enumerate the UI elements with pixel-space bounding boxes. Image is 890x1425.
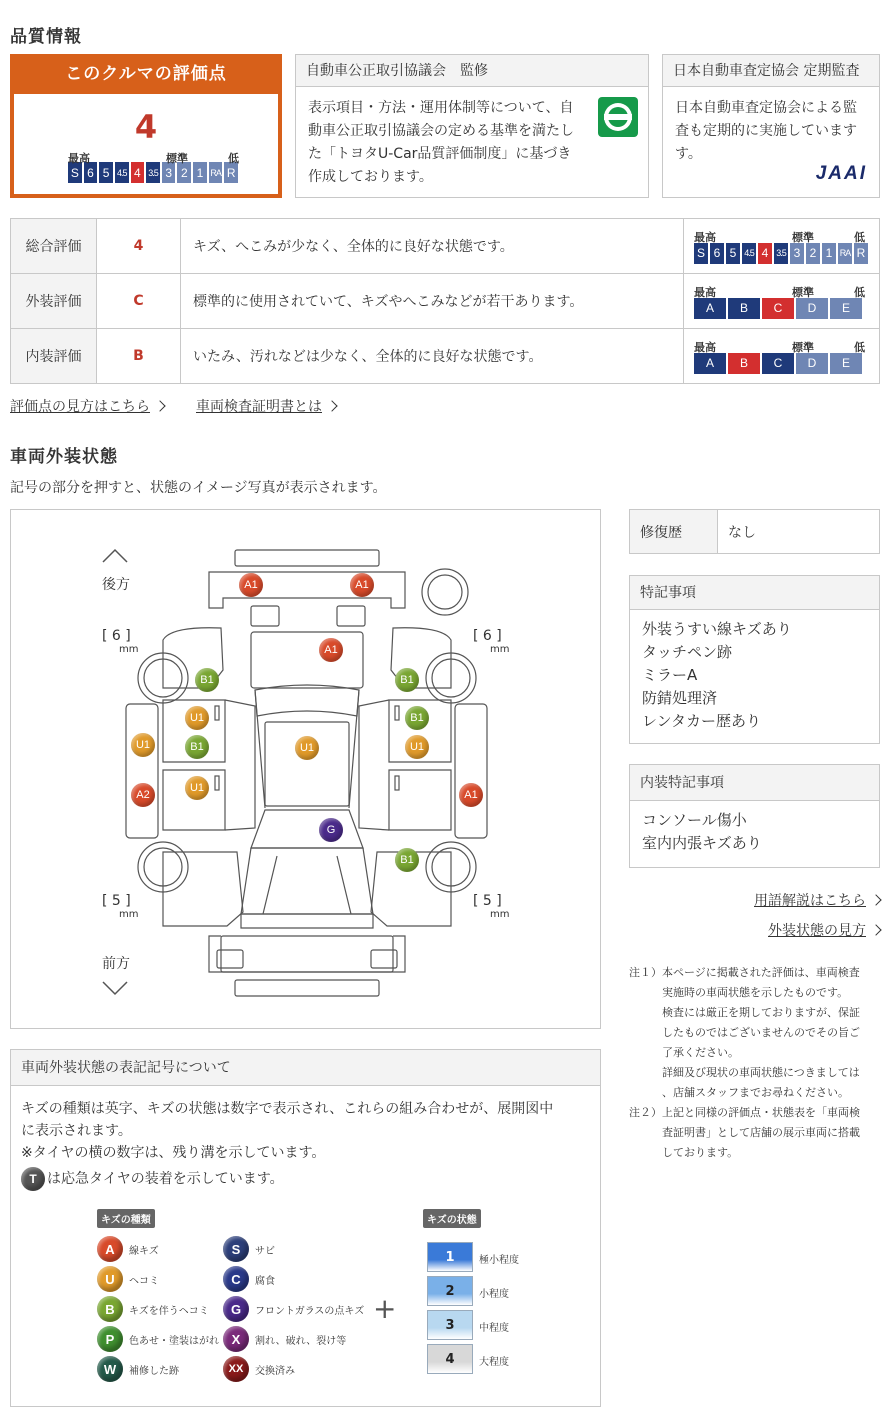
- damage-badge-u1[interactable]: U1: [131, 733, 155, 757]
- damage-kind-icon: XX: [223, 1356, 249, 1382]
- damage-badge-u1[interactable]: U1: [185, 776, 209, 800]
- damage-kind-item: [97, 1326, 219, 1352]
- repair-value: なし: [718, 510, 880, 554]
- chevron-right-icon: [326, 400, 337, 411]
- evaluation-scale: [684, 219, 880, 274]
- damage-level-label: 小程度: [479, 1289, 509, 1300]
- scale-low-label: 低: [854, 230, 865, 244]
- damage-kind-icon: C: [223, 1266, 249, 1292]
- damage-kind-item: [97, 1236, 159, 1262]
- exterior-title: 車両外装状態: [10, 447, 118, 467]
- damage-kind-icon: W: [97, 1356, 123, 1382]
- panel1-title: 自動車公正取引協議会 監修: [296, 55, 648, 87]
- chevron-right-icon: [870, 924, 881, 935]
- damage-badge-u1[interactable]: U1: [295, 736, 319, 760]
- big-score: 4: [134, 108, 158, 146]
- scale-cell: C: [762, 298, 794, 319]
- damage-badge-a2[interactable]: A2: [131, 783, 155, 807]
- damage-kind-item: [97, 1266, 159, 1292]
- damage-badge-a1[interactable]: A1: [239, 573, 263, 597]
- evaluation-desc: いたみ、汚れなどは少なく、全体的に良好な状態です。: [181, 329, 684, 384]
- special-title: 特記事項: [630, 576, 879, 610]
- evaluation-row: [11, 274, 880, 329]
- scale-cell: 1: [822, 243, 836, 264]
- panel2-line: 査も定期的に実施しています: [675, 123, 857, 139]
- panel1-line: 作成しております。: [308, 169, 433, 185]
- certificate-label[interactable]: 車両検査証明書とは: [196, 399, 322, 415]
- evaluation-desc: キズ、へこみが少なく、全体的に良好な状態です。: [181, 219, 684, 274]
- evaluation-value: C: [97, 274, 181, 329]
- evaluation-desc: 標準的に使用されていて、キズやへこみなどが若干あります。: [181, 274, 684, 329]
- legend-line1: キズの種類は英字、キズの状態は数字で表示され、これらの組み合わせが、展開図中: [21, 1101, 554, 1117]
- scale-cell: RA: [838, 243, 852, 264]
- evaluation-label: 内装評価: [11, 329, 97, 384]
- car-outline-diagram: [11, 510, 600, 1028]
- note-line: 実施時の車両状態を示したものです。: [629, 986, 849, 999]
- damage-level-box: 4: [427, 1344, 473, 1374]
- score-box: [10, 54, 282, 198]
- repair-label: 修復歴: [630, 510, 718, 554]
- tread-front-right: [ 5 ]: [473, 893, 502, 909]
- legend-panel: [10, 1049, 601, 1407]
- damage-kind-label: キズを伴うヘコミ: [129, 1305, 209, 1317]
- score-scale-cell: R: [224, 162, 238, 183]
- temp-tire-badge: T: [21, 1167, 45, 1191]
- note-line: 、店舗スタッフまでお尋ねください。: [629, 1086, 849, 1099]
- damage-kind-item: [97, 1296, 209, 1322]
- legend-line3: ※タイヤの横の数字は、残り溝を示しています。: [21, 1145, 326, 1161]
- legend-line2: に表示されます。: [21, 1123, 132, 1139]
- scale-cell: A: [694, 353, 726, 374]
- evaluation-value: B: [97, 329, 181, 384]
- damage-kind-label: ヘコミ: [129, 1275, 159, 1287]
- damage-badge-b1[interactable]: B1: [195, 668, 219, 692]
- damage-kind-label: 腐食: [255, 1275, 275, 1287]
- damage-level-box: 2: [427, 1276, 473, 1306]
- damage-kind-icon: G: [223, 1296, 249, 1322]
- score-heading: このクルマの評価点: [65, 64, 227, 84]
- score-scale-cell: 3: [162, 162, 176, 183]
- damage-badge-g[interactable]: G: [319, 818, 343, 842]
- exterior-diagram: [10, 509, 601, 1029]
- damage-kind-label: 割れ、破れ、裂け等: [255, 1335, 347, 1347]
- damage-badge-b1[interactable]: B1: [185, 735, 209, 759]
- score-scale-cell: RA: [209, 162, 223, 183]
- scale-std-label: 標準: [792, 340, 814, 354]
- scale-std-label: 標準: [792, 285, 814, 299]
- scale-cell: 4.5: [742, 243, 756, 264]
- damage-badge-a1[interactable]: A1: [459, 783, 483, 807]
- scale-cell: 2: [806, 243, 820, 264]
- jaai-panel: [662, 54, 880, 198]
- evaluation-scale: [684, 329, 880, 384]
- scale-low-label: 低: [854, 285, 865, 299]
- scale-cell: B: [728, 353, 760, 374]
- scale-cell: 3.5: [774, 243, 788, 264]
- damage-kind-item: [223, 1296, 364, 1322]
- scale-cell: 3: [790, 243, 804, 264]
- note-line: 査証明書」として店舗の展示車両に搭載: [629, 1126, 860, 1139]
- scale-std-label: 標準: [792, 230, 814, 244]
- score-scale-cell: 1: [193, 162, 207, 183]
- repair-history-table: [629, 509, 880, 554]
- note-line: したものではございませんのでその旨ご: [629, 1026, 860, 1039]
- special-item: レンタカー歴あり: [642, 712, 762, 730]
- panel2-line: 日本自動車査定協会による監: [675, 100, 857, 116]
- damage-kind-icon: P: [97, 1326, 123, 1352]
- score-scale-cell: 2: [177, 162, 191, 183]
- evaluation-row: [11, 329, 880, 384]
- plus-sign: +: [373, 1292, 397, 1325]
- evaluation-table: [10, 218, 880, 384]
- score-scale-cell: 6: [84, 162, 98, 183]
- scale-cell: S: [694, 243, 708, 264]
- scale-cell: R: [854, 243, 868, 264]
- evaluation-label: 総合評価: [11, 219, 97, 274]
- damage-badge-a1[interactable]: A1: [350, 573, 374, 597]
- certificate-link[interactable]: [196, 396, 336, 416]
- scale-cell: 4: [758, 243, 772, 264]
- damage-badge-a1[interactable]: A1: [319, 638, 343, 662]
- mm-unit: mm: [490, 909, 510, 920]
- exterior-guide-label[interactable]: 外装状態の見方: [768, 923, 866, 939]
- damage-kind-icon: U: [97, 1266, 123, 1292]
- damage-level-label: 極小程度: [479, 1255, 519, 1266]
- scale-cell: E: [830, 298, 862, 319]
- terms-link[interactable]: [754, 890, 880, 910]
- damage-level-box: 1: [427, 1242, 473, 1272]
- panel1-line: 表示項目・方法・運用体制等について、自: [308, 100, 574, 116]
- panel1-line: 動車公正取引協議会の定める基準を満たし: [308, 123, 574, 139]
- damage-kind-item: [97, 1356, 179, 1382]
- mm-unit: mm: [119, 909, 139, 920]
- note-line: しております。: [629, 1146, 739, 1159]
- damage-kind-icon: A: [97, 1236, 123, 1262]
- score-scale: [68, 162, 238, 183]
- evaluation-value: 4: [97, 219, 181, 274]
- special-item: タッチペン跡: [642, 643, 733, 661]
- evaluation-label: 外装評価: [11, 274, 97, 329]
- tread-front-left: [ 5 ]: [102, 893, 131, 909]
- chevron-right-icon: [870, 894, 881, 905]
- scale-std-label: 標準: [166, 152, 188, 165]
- scale-low-label: 低: [228, 152, 239, 165]
- damage-level-label: 大程度: [479, 1357, 509, 1368]
- damage-level-box: 3: [427, 1310, 473, 1340]
- interior-list: [630, 801, 879, 865]
- fair-trade-logo-icon: [598, 97, 638, 137]
- state-tag: キズの状態: [423, 1209, 481, 1228]
- how-to-read-label[interactable]: 評価点の見方はこちら: [10, 399, 150, 415]
- damage-kind-item: [223, 1326, 346, 1352]
- note-line: 了承ください。: [629, 1046, 739, 1059]
- panel1-line: た「トヨタU-Car品質評価制度」に基づき: [308, 146, 572, 162]
- front-label: 前方: [102, 956, 130, 972]
- scale-cell: 6: [710, 243, 724, 264]
- damage-kind-item: [223, 1266, 275, 1292]
- damage-kind-label: 色あせ・塗装はがれ: [129, 1335, 219, 1347]
- score-scale-cell: 5: [99, 162, 113, 183]
- note-line: 詳細及び現状の車両状態につきましては: [629, 1066, 860, 1079]
- scale-cell: A: [694, 298, 726, 319]
- legend-line4: は応急タイヤの装着を示しています。: [47, 1171, 284, 1187]
- damage-kind-label: フロントガラスの点キズ: [255, 1305, 365, 1317]
- damage-kind-label: 線キズ: [129, 1245, 159, 1257]
- legend-title: 車両外装状態の表記記号について: [11, 1050, 600, 1086]
- note-line: 注１）本ページに掲載された評価は、車両検査: [629, 966, 860, 979]
- scale-top-label: 最高: [694, 230, 716, 244]
- interior-title: 内装特記事項: [630, 765, 879, 801]
- scale-top-label: 最高: [694, 340, 716, 354]
- scale-cell: D: [796, 353, 828, 374]
- damage-kind-label: サビ: [255, 1245, 275, 1257]
- tread-rear-right: [ 6 ]: [473, 628, 502, 644]
- kind-tag: キズの種類: [97, 1209, 155, 1228]
- exterior-guide-link[interactable]: [768, 920, 880, 940]
- score-scale-cell: 4.5: [115, 162, 129, 183]
- chevron-right-icon: [154, 400, 165, 411]
- panel2-title: 日本自動車査定協会 定期監査: [663, 55, 879, 87]
- damage-kind-icon: S: [223, 1236, 249, 1262]
- damage-badge-u1[interactable]: U1: [185, 706, 209, 730]
- damage-kind-icon: B: [97, 1296, 123, 1322]
- scale-top-label: 最高: [68, 152, 90, 165]
- special-notes-panel: [629, 575, 880, 744]
- damage-kind-label: 交換済み: [255, 1365, 295, 1377]
- exterior-subtitle: 記号の部分を押すと、状態のイメージ写真が表示されます。: [10, 480, 387, 496]
- damage-badge-b1[interactable]: B1: [395, 668, 419, 692]
- scale-cell: 5: [726, 243, 740, 264]
- evaluation-scale: [684, 274, 880, 329]
- scale-cell: E: [830, 353, 862, 374]
- mm-unit: mm: [490, 644, 510, 655]
- score-scale-cell: S: [68, 162, 82, 183]
- interior-notes-panel: [629, 764, 880, 868]
- scale-cell: D: [796, 298, 828, 319]
- damage-kind-icon: X: [223, 1326, 249, 1352]
- interior-item: コンソール傷小: [642, 811, 747, 829]
- score-scale-cell: 4: [131, 162, 145, 183]
- special-item: ミラーA: [642, 666, 698, 684]
- damage-badge-b1[interactable]: B1: [395, 848, 419, 872]
- scale-cell: C: [762, 353, 794, 374]
- damage-level-label: 中程度: [479, 1323, 509, 1334]
- notes: [629, 963, 880, 1163]
- damage-kind-item: [223, 1236, 275, 1262]
- rear-label: 後方: [102, 577, 130, 593]
- scale-cell: B: [728, 298, 760, 319]
- scale-top-label: 最高: [694, 285, 716, 299]
- damage-badge-b1[interactable]: B1: [405, 706, 429, 730]
- terms-label[interactable]: 用語解説はこちら: [754, 893, 866, 909]
- tread-rear-left: [ 6 ]: [102, 628, 131, 644]
- evaluation-row: [11, 219, 880, 274]
- note-line: 注２）上記と同様の評価点・状態表を「車両検: [629, 1106, 860, 1119]
- scale-low-label: 低: [854, 340, 865, 354]
- note-line: 検査には厳正を期しておりますが、保証: [629, 1006, 860, 1019]
- panel2-line: す。: [675, 146, 702, 162]
- how-to-read-link[interactable]: [10, 396, 164, 416]
- special-list: [630, 610, 879, 743]
- damage-kind-label: 補修した跡: [129, 1365, 179, 1377]
- jaai-logo: JAAI: [815, 163, 867, 184]
- score-scale-cell: 3.5: [146, 162, 160, 183]
- damage-kind-item: [223, 1356, 295, 1382]
- special-item: 外装うすい線キズあり: [642, 620, 792, 638]
- mm-unit: mm: [119, 644, 139, 655]
- fair-trade-panel: [295, 54, 649, 198]
- special-item: 防錆処理済: [642, 689, 718, 707]
- quality-title: 品質情報: [10, 27, 82, 47]
- damage-badge-u1[interactable]: U1: [405, 735, 429, 759]
- interior-item: 室内内張キズあり: [642, 834, 762, 852]
